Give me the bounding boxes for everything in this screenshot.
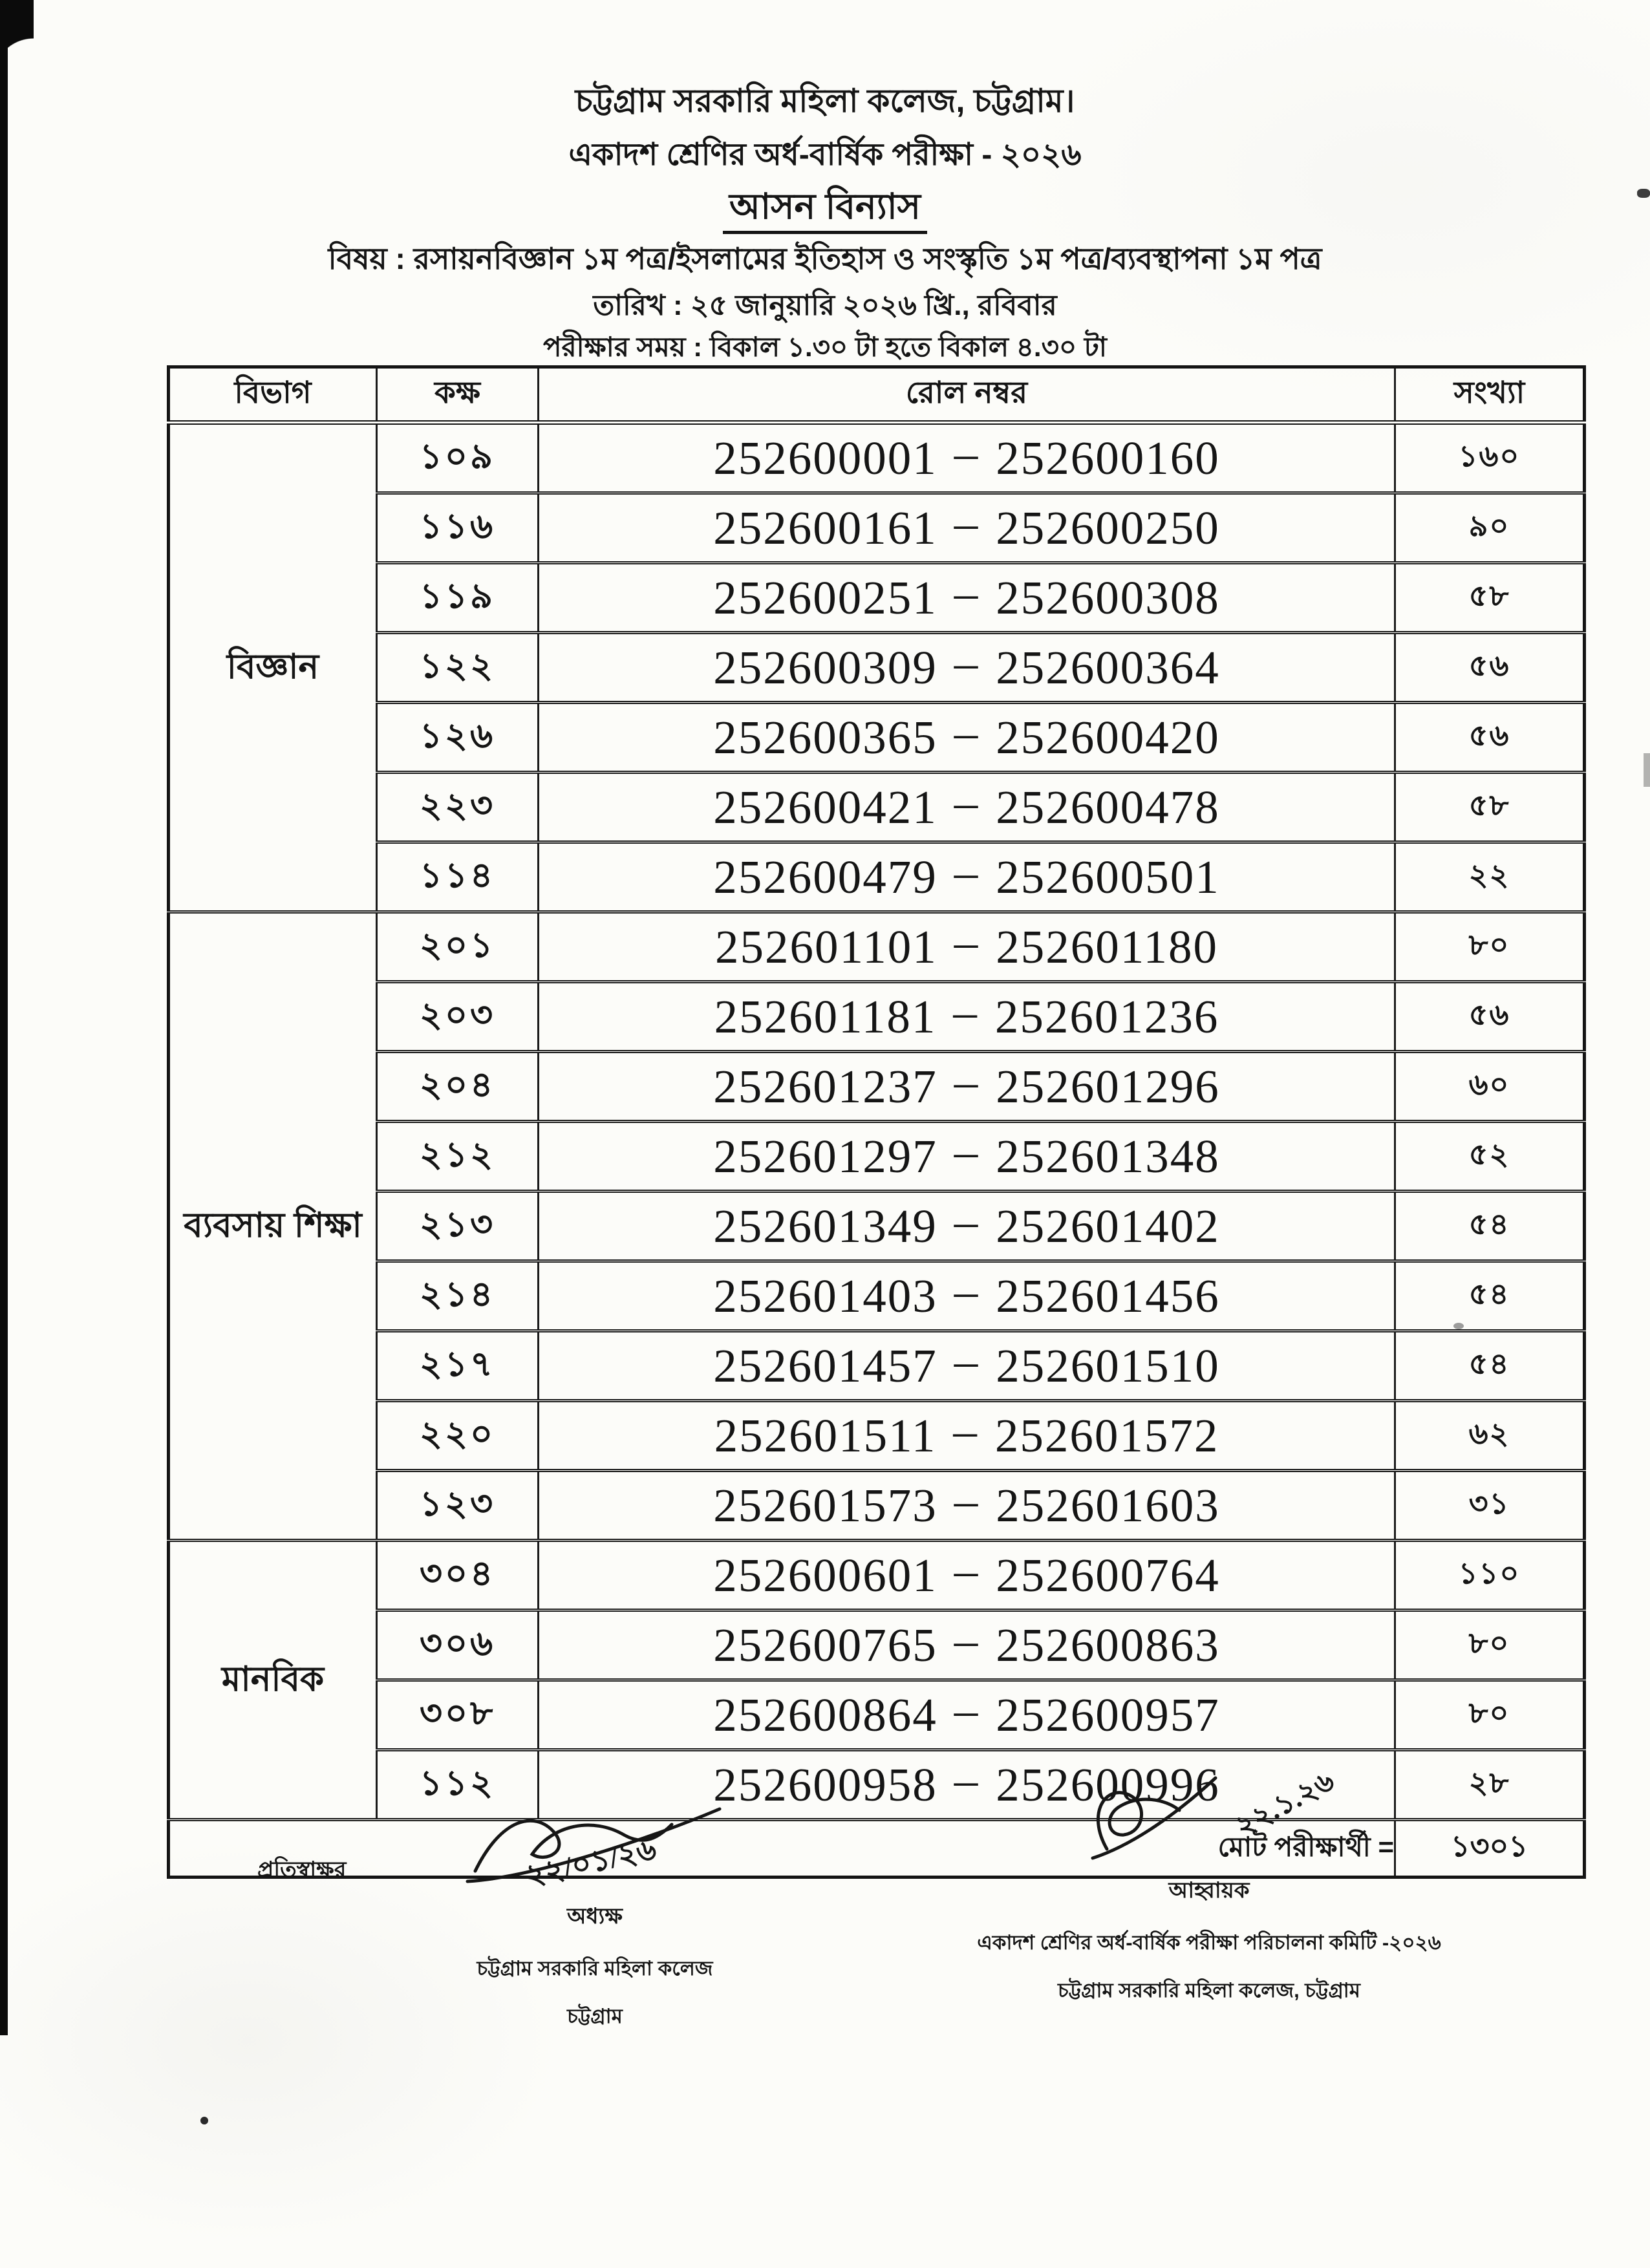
count-cell: ৫৬: [1395, 633, 1585, 703]
department-cell: বিজ্ঞান: [169, 423, 377, 912]
roll-end: 252600160: [996, 431, 1220, 484]
roll-start: 252601297: [713, 1129, 938, 1182]
range-dash: –: [954, 1543, 980, 1596]
range-dash: –: [954, 1334, 980, 1387]
convener-signature-date: ২২.১.২৬: [1230, 1764, 1340, 1843]
table-row: [169, 563, 1585, 633]
range-dash: –: [954, 1473, 980, 1526]
roll-end: 252601572: [994, 1409, 1219, 1462]
convener-role: আহ্বায়ক: [1168, 1878, 1250, 1903]
roll-end: 252601510: [996, 1339, 1220, 1392]
roll-range-cell: [539, 1680, 1395, 1750]
convener-committee-line: একাদশ শ্রেণির অর্ধ-বার্ষিক পরীক্ষা পরিচালনা কমিটি -২০২৬: [977, 1931, 1441, 1954]
count-cell: ৩১: [1395, 1471, 1585, 1541]
table-row: [169, 1541, 1585, 1610]
range-dash: –: [954, 1753, 980, 1806]
table-row: [169, 1192, 1585, 1261]
scan-artifact: [1644, 753, 1650, 787]
roll-start: 252600161: [713, 501, 938, 554]
count-cell: ৮০: [1395, 1680, 1585, 1750]
principal-org-line1: চট্টগ্রাম সরকারি মহিলা কলেজ: [477, 1957, 713, 1980]
roll-range-cell: [539, 1331, 1395, 1401]
roll-range-cell: [539, 1122, 1395, 1192]
roll-range-cell: [539, 912, 1395, 982]
header-division: বিভাগ: [169, 367, 377, 423]
roll-range-cell: [539, 982, 1395, 1052]
count-cell: ৫৮: [1395, 773, 1585, 842]
roll-start: 252601237: [713, 1060, 938, 1113]
count-cell: ৮০: [1395, 912, 1585, 982]
table-row: [169, 703, 1585, 773]
roll-range-cell: [539, 773, 1395, 842]
roll-range-cell: [539, 423, 1395, 493]
room-cell: ২১৩: [377, 1192, 539, 1261]
room-cell: ১২৩: [377, 1471, 539, 1541]
room-cell: ২১৪: [377, 1261, 539, 1331]
table-row: [169, 1471, 1585, 1541]
count-cell: ৫৪: [1395, 1331, 1585, 1401]
principal-org-line2: চট্টগ্রাম: [567, 2005, 623, 2027]
range-dash: –: [954, 775, 980, 828]
room-cell: ১১৯: [377, 563, 539, 633]
roll-range-cell: [539, 1052, 1395, 1122]
roll-range-cell: [539, 1261, 1395, 1331]
room-cell: ১২৬: [377, 703, 539, 773]
roll-start: 252601457: [713, 1339, 938, 1392]
table-row: [169, 1401, 1585, 1471]
scan-speck: [200, 2117, 208, 2124]
range-dash: –: [954, 1124, 980, 1177]
roll-end: 252600863: [996, 1618, 1220, 1671]
roll-start: 252600309: [713, 641, 938, 694]
table-row: [169, 633, 1585, 703]
convener-signature-block: [918, 1764, 1500, 2009]
table-header-row: [169, 367, 1585, 423]
range-dash: –: [954, 1613, 980, 1666]
roll-end: 252601348: [996, 1129, 1220, 1182]
exam-title: একাদশ শ্রেণির অর্ধ-বার্ষিক পরীক্ষা - ২০২৬: [568, 138, 1082, 172]
roll-end: 252600364: [996, 641, 1220, 694]
roll-start: 252601181: [714, 990, 937, 1043]
table-row: [169, 493, 1585, 563]
seat-allocation-table: [167, 365, 1586, 1879]
count-cell: ৫৬: [1395, 982, 1585, 1052]
roll-end: 252600996: [996, 1758, 1220, 1811]
roll-end: 252601456: [996, 1269, 1220, 1322]
roll-range-cell: [539, 1471, 1395, 1541]
roll-range-cell: [539, 493, 1395, 563]
range-dash: –: [954, 496, 980, 549]
document-title-text: আসন বিন্যাস: [723, 186, 927, 234]
room-cell: ১১২: [377, 1750, 539, 1820]
roll-range-cell: [539, 703, 1395, 773]
roll-end: 252601296: [996, 1060, 1220, 1113]
principal-signature-block: [414, 1799, 776, 2035]
range-dash: –: [954, 566, 980, 619]
room-cell: ২০৩: [377, 982, 539, 1052]
range-dash: –: [954, 705, 980, 758]
document-title: [0, 186, 1650, 234]
table-row: [169, 1261, 1585, 1331]
roll-start: 252600001: [713, 431, 938, 484]
table-row: [169, 773, 1585, 842]
count-cell: ৬২: [1395, 1401, 1585, 1471]
count-cell: ৯০: [1395, 493, 1585, 563]
roll-start: 252601101: [714, 920, 938, 973]
total-value: ১৩০১: [1395, 1820, 1585, 1878]
roll-start: 252600601: [713, 1548, 938, 1601]
range-dash: –: [954, 1194, 980, 1247]
count-cell: ৫২: [1395, 1122, 1585, 1192]
roll-end: 252600478: [996, 780, 1220, 833]
count-cell: ৬০: [1395, 1052, 1585, 1122]
count-cell: ১১০: [1395, 1541, 1585, 1610]
room-cell: ২০৪: [377, 1052, 539, 1122]
date-line: তারিখ : ২৫ জানুয়ারি ২০২৬ খ্রি., রবিবার: [593, 290, 1057, 321]
count-cell: ২৮: [1395, 1750, 1585, 1820]
range-dash: –: [954, 636, 980, 689]
range-dash: –: [954, 426, 980, 479]
roll-end: 252601402: [996, 1199, 1220, 1252]
count-cell: ১৬০: [1395, 423, 1585, 493]
roll-start: 252600958: [713, 1758, 938, 1811]
room-cell: ২২৩: [377, 773, 539, 842]
roll-start: 252601573: [713, 1479, 938, 1532]
range-dash: –: [953, 1404, 978, 1457]
roll-end: 252600420: [996, 711, 1220, 764]
room-cell: ২২০: [377, 1401, 539, 1471]
count-cell: ৫৬: [1395, 703, 1585, 773]
roll-end: 252601236: [994, 990, 1219, 1043]
scan-corner-artifact: [0, 0, 34, 79]
room-cell: ১১৬: [377, 493, 539, 563]
room-cell: ২০১: [377, 912, 539, 982]
roll-start: 252600251: [713, 571, 938, 624]
room-cell: ৩০৪: [377, 1541, 539, 1610]
count-cell: ৮০: [1395, 1610, 1585, 1680]
roll-range-cell: [539, 1610, 1395, 1680]
roll-range-cell: [539, 1541, 1395, 1610]
principal-signature-date: ২২/০১/২৬: [522, 1832, 659, 1892]
header-count: সংখ্যা: [1395, 367, 1585, 423]
roll-end: 252600501: [996, 850, 1220, 903]
roll-end: 252601603: [996, 1479, 1220, 1532]
roll-end: 252601180: [996, 920, 1219, 973]
room-cell: ১১৪: [377, 842, 539, 912]
roll-start: 252601403: [713, 1269, 938, 1322]
subject-line: বিষয় : রসায়নবিজ্ঞান ১ম পত্র/ইসলামের ইতিহাস ও সংস্কৃতি ১ম পত্র/ব্যবস্থাপনা ১ম পত্র: [328, 242, 1322, 275]
time-line: পরীক্ষার সময় : বিকাল ১.৩০ টা হতে বিকাল ৪.৩০ টা: [543, 332, 1107, 362]
table-row: [169, 1680, 1585, 1750]
room-cell: ২১২: [377, 1122, 539, 1192]
header-room: কক্ষ: [377, 367, 539, 423]
department-cell: মানবিক: [169, 1541, 377, 1820]
count-cell: ৫৪: [1395, 1192, 1585, 1261]
countersign-label: প্রতিস্বাক্ষর: [257, 1857, 347, 1882]
count-cell: ২২: [1395, 842, 1585, 912]
principal-signature-area: [414, 1799, 776, 1907]
table-row: [169, 842, 1585, 912]
room-cell: ৩০৬: [377, 1610, 539, 1680]
convener-signature-area: [918, 1764, 1500, 1881]
roll-start: 252600479: [713, 850, 938, 903]
table-row: [169, 1610, 1585, 1680]
college-name: চট্টগ্রাম সরকারি মহিলা কলেজ, চট্টগ্রাম।: [575, 83, 1075, 119]
room-cell: ১০৯: [377, 423, 539, 493]
roll-end: 252600764: [996, 1548, 1220, 1601]
table-row: [169, 1052, 1585, 1122]
range-dash: –: [954, 1683, 980, 1736]
convener-org-line: চট্টগ্রাম সরকারি মহিলা কলেজ, চট্টগ্রাম: [1057, 1979, 1361, 2002]
roll-range-cell: [539, 563, 1395, 633]
roll-end: 252600957: [996, 1688, 1220, 1741]
room-cell: ১২২: [377, 633, 539, 703]
count-cell: ৫৪: [1395, 1261, 1585, 1331]
roll-range-cell: [539, 842, 1395, 912]
table-row: [169, 982, 1585, 1052]
roll-start: 252600365: [713, 711, 938, 764]
room-cell: ৩০৮: [377, 1680, 539, 1750]
room-cell: ২১৭: [377, 1331, 539, 1401]
range-dash: –: [954, 1054, 980, 1107]
roll-start: 252600421: [713, 780, 938, 833]
table-row: [169, 1331, 1585, 1401]
roll-start: 252601511: [714, 1409, 937, 1462]
roll-start: 252600864: [713, 1688, 938, 1741]
range-dash: –: [954, 845, 980, 898]
total-label: মোট পরীক্ষার্থী =: [169, 1820, 1395, 1878]
range-dash: –: [953, 985, 978, 1038]
roll-range-cell: [539, 1192, 1395, 1261]
table-row: [169, 423, 1585, 493]
roll-end: 252600308: [996, 571, 1220, 624]
roll-range-cell: [539, 633, 1395, 703]
roll-range-cell: [539, 1401, 1395, 1471]
table-row: [169, 912, 1585, 982]
count-cell: ৫৮: [1395, 563, 1585, 633]
department-cell: ব্যবসায় শিক্ষা: [169, 912, 377, 1541]
range-dash: –: [954, 1264, 980, 1317]
range-dash: –: [954, 915, 980, 968]
principal-role: অধ্যক্ষ: [567, 1904, 623, 1929]
roll-start: 252600765: [713, 1618, 938, 1671]
header-roll: রোল নম্বর: [539, 367, 1395, 423]
roll-start: 252601349: [713, 1199, 938, 1252]
roll-end: 252600250: [996, 501, 1220, 554]
table-row: [169, 1122, 1585, 1192]
